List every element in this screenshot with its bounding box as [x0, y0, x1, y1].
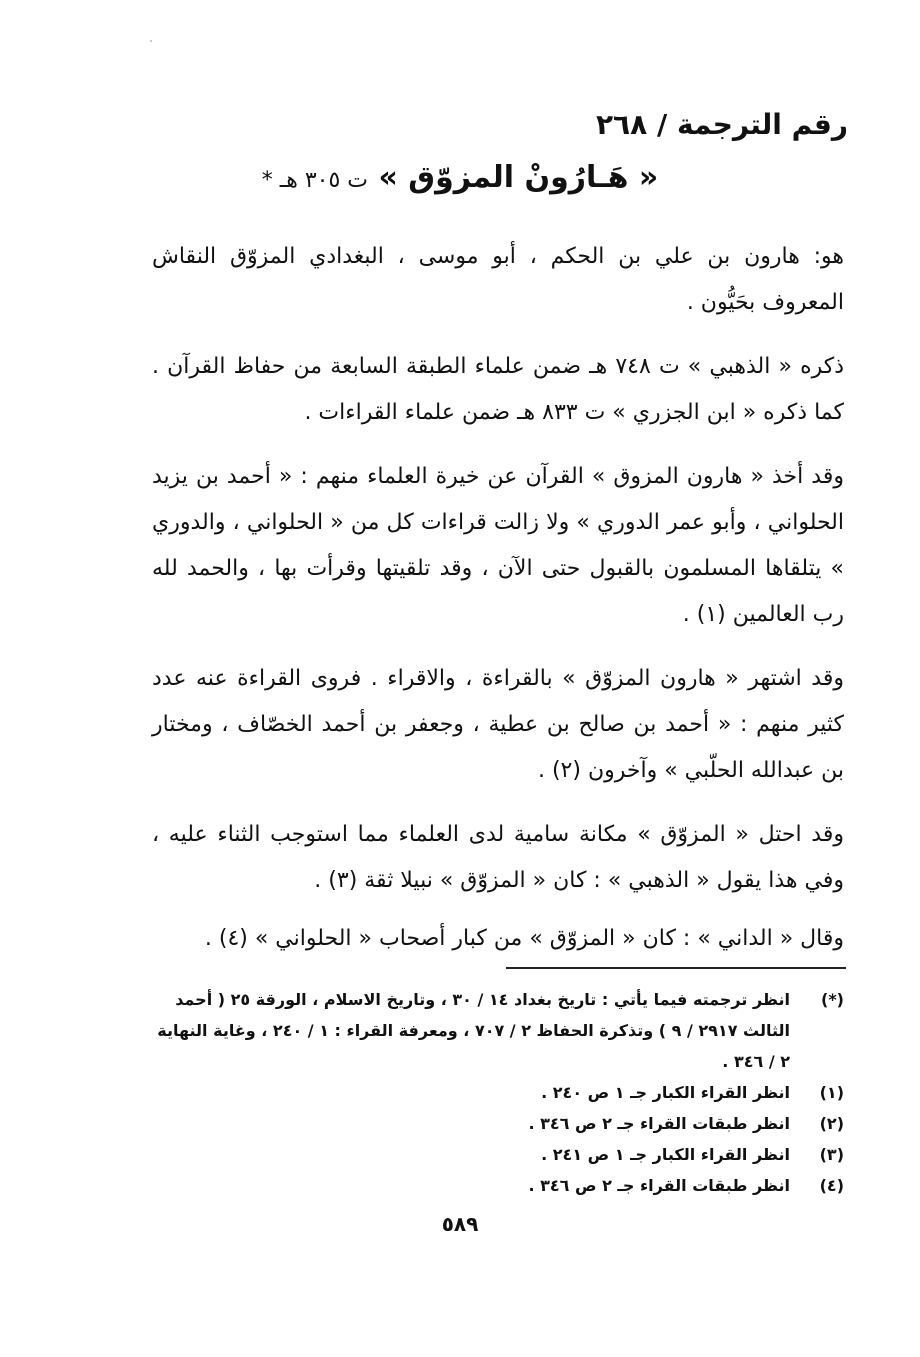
footnote-text: انظر طبقات القراء جـ ٢ ص ٣٤٦ . [528, 1114, 790, 1133]
biography-body [152, 234, 844, 980]
entry-title-death-date: ت ٣٠٥ هـ * [261, 168, 369, 193]
footnote-item [150, 1077, 844, 1108]
paragraph-students: وقد اشتهر « هارون المزوّق » بالقراءة ، والاقراء . فروى القراءة عنه عدد كثير منهم : « أحمد بن صالح بن عطية ، وجعفر بن أحمد الخصّاف ، ومختار بن عبدالله الحلّبي » وآخرون (٢) . [152, 666, 844, 783]
footnote-text: انظر طبقات القراء جـ ٢ ص ٣٤٦ . [528, 1176, 790, 1195]
paragraph-dani-quote: وقال « الداني » : كان « المزوّق » من كبار أصحاب « الحلواني » (٤) . [204, 926, 844, 951]
footnote-mark: (٣) [819, 1145, 844, 1164]
entry-title [120, 160, 800, 195]
entry-number-heading: رقم الترجمة / ٢٦٨ [595, 108, 848, 141]
footnote-mark: (*) [821, 990, 844, 1009]
footnote-mark: (٤) [819, 1176, 844, 1195]
footnote-mark: (٢) [819, 1114, 844, 1133]
footnote-item [150, 1139, 844, 1170]
paragraph-identity: هو: هارون بن علي بن الحكم ، أبو موسى ، البغدادي المزوّق النقاش المعروف بحَيُّون . [152, 244, 844, 315]
footnote-text: انظر القراء الكبار جـ ١ ص ٢٤٠ . [541, 1083, 790, 1102]
footnotes [150, 984, 844, 1201]
footnote-divider [506, 967, 846, 969]
scan-speck [150, 40, 152, 42]
paragraph-mentions: ذكره « الذهبي » ت ٧٤٨ هـ ضمن علماء الطبقة السابعة من حفاظ القرآن . كما ذكره « ابن الجزري » ت ٨٣٣ هـ ضمن علماء القراءات . [152, 354, 844, 425]
paragraph-teachers: وقد أخذ « هارون المزوق » القرآن عن خيرة العلماء منهم : « أحمد بن يزيد الحلواني ، وأبو عمر الدوري » ولا زالت قراءات كل من « الحلواني ، والدوري » يتلقاها المسلمون بالقبول حتى الآن ، وقد تلقيتها وقرأت بها ، والحمد لله رب العالمين (١) . [152, 464, 844, 627]
footnote-text: انظر القراء الكبار جـ ١ ص ٢٤١ . [541, 1145, 790, 1164]
footnote-item [150, 1170, 844, 1201]
paragraph-praise: وقد احتل « المزوّق » مكانة سامية لدى العلماء مما استوجب الثناء عليه ، وفي هذا يقول « الذهبي » : كان « المزوّق » نبيلا ثقة (٣) . [152, 822, 844, 893]
footnote-text: انظر ترجمته فيما يأتي : تاريخ بغداد ١٤ / ٣٠ ، وتاريخ الاسلام ، الورقة ٢٥ ( أحمد الثالث ٢٩١٧ / ٩ ) وتذكرة الحفاظ ٢ / ٧٠٧ ، ومعرفة القراء : ١ / ٢٤٠ ، وغاية النهاية ٢ / ٣٤٦ . [157, 990, 790, 1071]
footnote-item [150, 1108, 844, 1139]
entry-title-name: « هَـارُونْ المزوّق » [378, 160, 659, 195]
page-number: ٥٨٩ [441, 1212, 479, 1236]
footnote-item [150, 984, 844, 1077]
footnote-mark: (١) [819, 1083, 844, 1102]
